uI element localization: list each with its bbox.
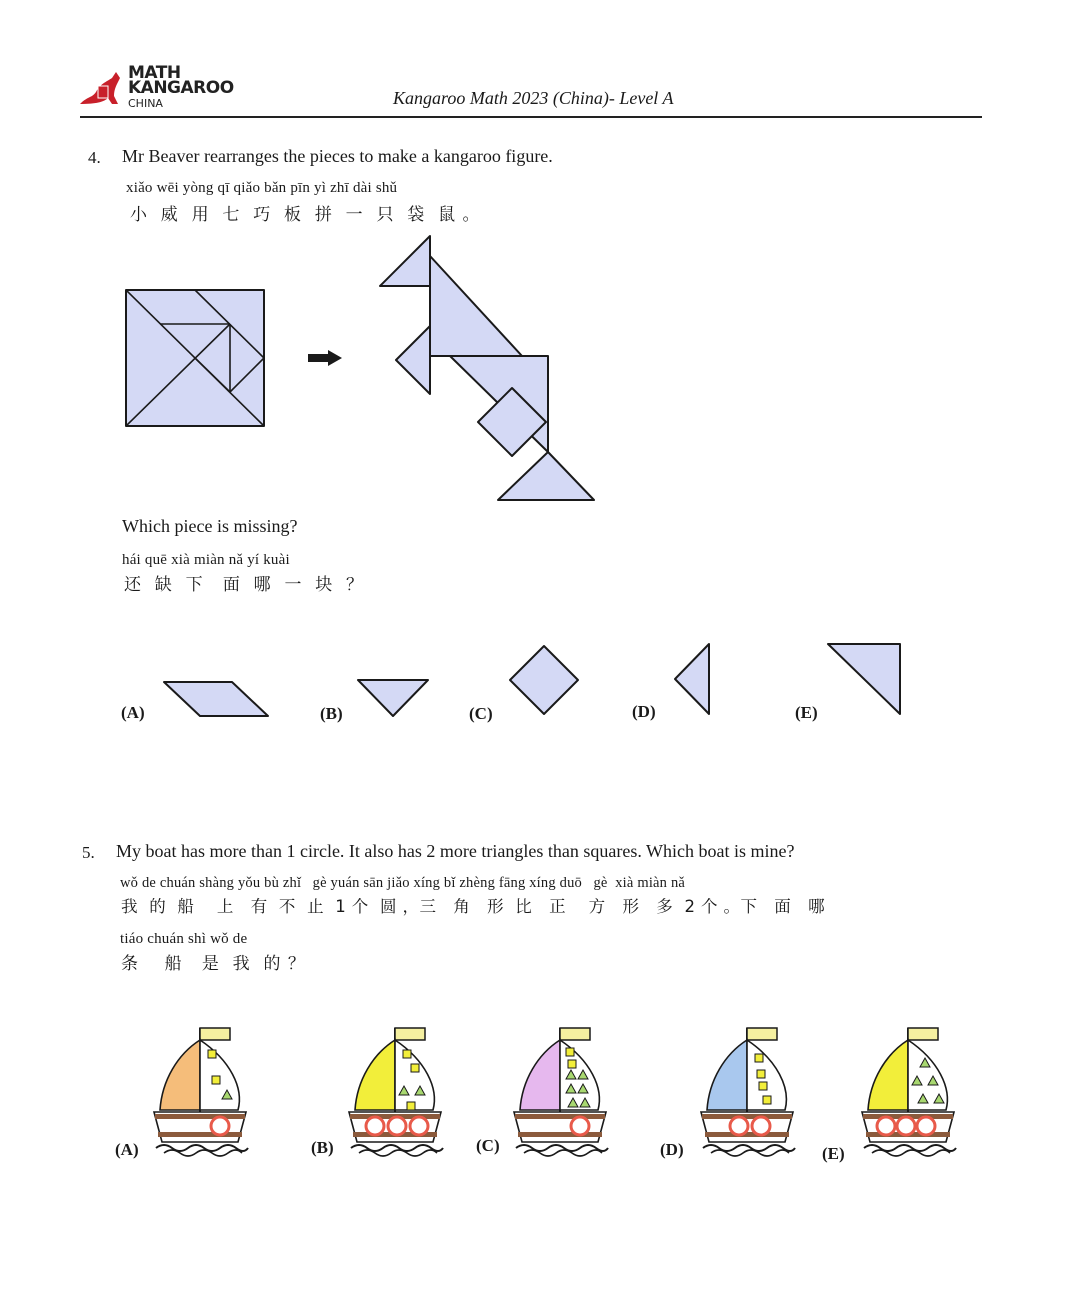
portholes <box>366 1117 428 1135</box>
q5-option-e-boat[interactable] <box>858 1024 958 1158</box>
right-sail <box>200 1040 239 1110</box>
flag <box>560 1028 590 1040</box>
sailboat-icon <box>345 1024 445 1154</box>
logo-line-kangaroo: KANGAROO <box>128 78 234 98</box>
left-sail <box>520 1040 560 1110</box>
logo-line-math: MATH <box>128 63 181 83</box>
q5-option-d-label[interactable]: (D) <box>660 1140 684 1159</box>
hull-stripe-top <box>702 1114 792 1119</box>
flag <box>200 1028 230 1040</box>
water-wave-2 <box>359 1150 437 1156</box>
hull-stripe-bottom <box>518 1132 602 1137</box>
kangaroo-logo-icon <box>78 68 128 108</box>
kangaroo-ear <box>380 236 430 286</box>
q4-sub-hanzi: 还 缺 下 面 哪 一 块 ？ <box>124 575 365 595</box>
hull-stripe-bottom <box>158 1132 242 1137</box>
sailboat-icon <box>697 1024 797 1154</box>
q4-option-a-parallelogram[interactable] <box>162 680 270 718</box>
q5-hanzi-1: 我 的 船 上 有 不 止 1 个 圆 ，三 角 形 比 正 方 形 多 2 个 。下 面 哪 <box>121 897 826 916</box>
header-divider <box>80 116 982 118</box>
q5-number: 5. <box>82 843 95 862</box>
q5-option-b-label[interactable]: (B) <box>311 1138 334 1157</box>
sailboat-icon <box>510 1024 610 1154</box>
sailboat-icon <box>150 1024 250 1154</box>
water-wave-2 <box>872 1150 950 1156</box>
left-sail <box>355 1040 395 1110</box>
q4-sub-pinyin: hái quē xià miàn nǎ yí kuài <box>122 552 290 568</box>
left-sail <box>707 1040 747 1110</box>
left-sail <box>160 1040 200 1110</box>
q4-option-c-square[interactable] <box>508 644 580 716</box>
q4-pinyin: xiǎo wēi yòng qī qiǎo bǎn pīn yì zhī dài shǔ <box>126 180 398 196</box>
kangaroo-tangram-figure <box>380 236 596 502</box>
hull-stripe-top <box>515 1114 605 1119</box>
q4-option-e-label[interactable]: (E) <box>795 703 818 722</box>
q5-hanzi-2: 条 船 是 我 的 ？ <box>121 954 306 974</box>
q4-text: Mr Beaver rearranges the pieces to make a kangaroo figure. <box>122 146 553 166</box>
q4-hanzi: 小 威 用 七 巧 板 拼 一 只 袋 鼠 。 <box>130 205 481 225</box>
q5-option-c-boat[interactable] <box>510 1024 610 1158</box>
kangaroo-body <box>430 256 522 356</box>
water-wave-2 <box>164 1150 242 1156</box>
q4-option-b-label[interactable]: (B) <box>320 704 343 723</box>
tangram-square <box>126 290 264 426</box>
q5-text: My boat has more than 1 circle. It also has 2 more triangles than squares. Which boat is mine? <box>116 841 795 861</box>
q4-option-c-label[interactable]: (C) <box>469 704 493 723</box>
water-wave-2 <box>711 1150 789 1156</box>
q5-pinyin-2: tiáo chuán shì wǒ de <box>120 931 248 947</box>
water-wave-2 <box>524 1150 602 1156</box>
flag <box>908 1028 938 1040</box>
q4-option-d-triangle[interactable] <box>672 642 712 718</box>
q5-option-a-boat[interactable] <box>150 1024 250 1158</box>
page-title: Kangaroo Math 2023 (China)- Level A <box>393 88 674 108</box>
logo-line-china: CHINA <box>128 97 163 110</box>
kangaroo-arm <box>396 326 430 394</box>
flag <box>747 1028 777 1040</box>
q5-pinyin-1: wǒ de chuán shàng yǒu bù zhǐ gè yuán sān jiǎo xíng bǐ zhèng fāng xíng duō gè xià miàn nǎ <box>120 875 686 891</box>
q5-option-e-label[interactable]: (E) <box>822 1144 845 1163</box>
q4-option-d-label[interactable]: (D) <box>632 702 656 721</box>
portholes <box>877 1117 935 1135</box>
q4-option-b-triangle[interactable] <box>356 678 430 718</box>
q5-option-b-boat[interactable] <box>345 1024 445 1158</box>
q5-option-d-boat[interactable] <box>697 1024 797 1158</box>
q4-option-a-label[interactable]: (A) <box>121 703 145 722</box>
q4-number: 4. <box>88 148 101 167</box>
q5-option-a-label[interactable]: (A) <box>115 1140 139 1159</box>
hull-stripe-top <box>155 1114 245 1119</box>
right-sail <box>395 1040 434 1110</box>
sailboat-icon <box>858 1024 958 1154</box>
portholes <box>571 1117 589 1135</box>
logo-text <box>128 63 234 111</box>
q4-option-e-triangle[interactable] <box>826 642 904 718</box>
q4-sub-question: Which piece is missing? <box>122 516 298 536</box>
left-sail <box>868 1040 908 1110</box>
q5-option-c-label[interactable]: (C) <box>476 1136 500 1155</box>
arrow-right-icon <box>306 350 342 366</box>
kangaroo-tail <box>498 452 594 500</box>
portholes <box>211 1117 229 1135</box>
flag <box>395 1028 425 1040</box>
